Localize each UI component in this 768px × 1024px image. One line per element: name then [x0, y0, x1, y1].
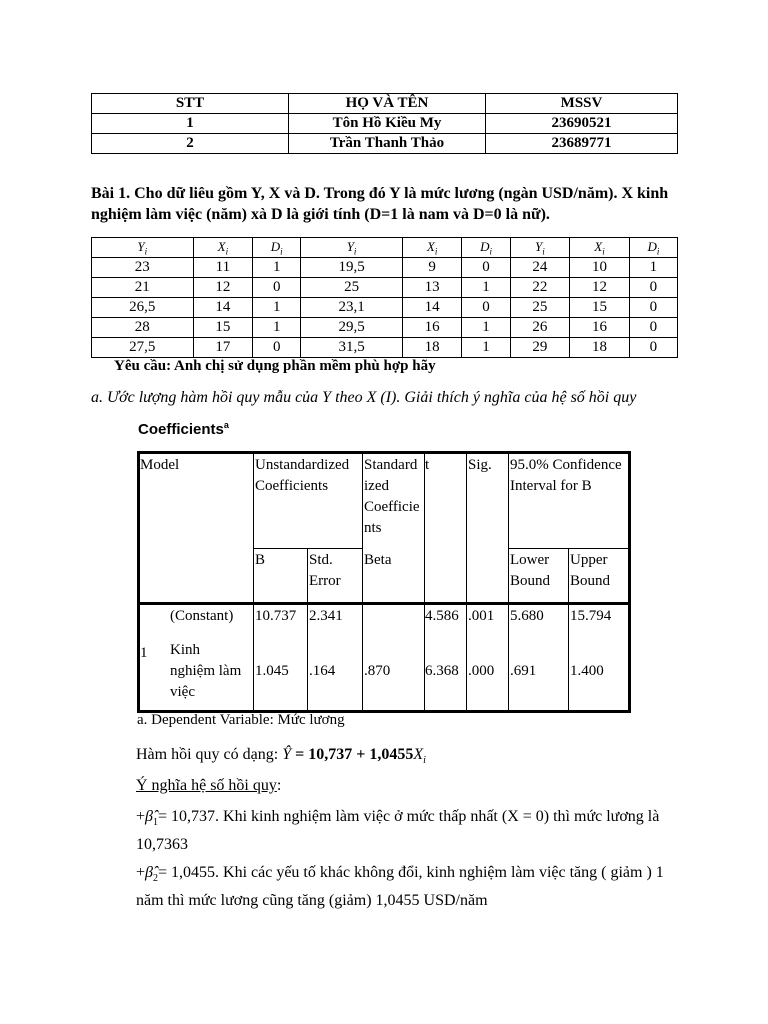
- data-cell: 0: [253, 338, 301, 358]
- data-header-symbol: X: [594, 238, 603, 254]
- data-cell: 18: [570, 338, 630, 358]
- header-bottom-line: [140, 602, 628, 605]
- header-lower-bound: [510, 550, 550, 592]
- data-cell: 23,1: [301, 298, 403, 318]
- data-header-subscript: i: [225, 246, 229, 257]
- header-standardized: [364, 455, 420, 539]
- data-header-cell: [301, 238, 403, 258]
- experience-sig: .000: [468, 663, 495, 679]
- student-row: [92, 114, 678, 134]
- data-header-symbol: X: [217, 238, 226, 254]
- experience-b: 1.045: [255, 663, 289, 679]
- data-header-cell: [253, 238, 301, 258]
- data-cell: 0: [462, 258, 510, 278]
- data-cell: 0: [629, 278, 677, 298]
- data-cell: 23: [92, 258, 194, 278]
- constant-sig: .001: [468, 608, 495, 624]
- header-stt: STT: [92, 94, 289, 114]
- data-cell: 10: [570, 258, 630, 278]
- data-cell: 1: [462, 338, 510, 358]
- header-mssv: MSSV: [486, 94, 678, 114]
- data-cell: 17: [193, 338, 253, 358]
- beta2-explanation: [136, 862, 681, 912]
- constant-b: 10.737: [255, 608, 297, 624]
- header-unstandardized-line2: Coefficients: [255, 478, 329, 494]
- coefficients-title-text: Coefficients: [138, 421, 224, 438]
- data-cell: 29: [510, 338, 570, 358]
- equation-body: = 10,737 + 1,0455: [295, 746, 414, 763]
- data-cell: 19,5: [301, 258, 403, 278]
- data-cell: 25: [510, 298, 570, 318]
- data-header-cell: [92, 238, 194, 258]
- experience-std-error: .164: [309, 663, 336, 679]
- col-divider: [307, 548, 308, 710]
- data-header-symbol: Y: [346, 238, 354, 254]
- data-cell: 11: [193, 258, 253, 278]
- experience-t: 6.368: [425, 663, 459, 679]
- equation-label: Hàm hồi quy có dạng:: [136, 746, 279, 763]
- data-header-cell: [570, 238, 630, 258]
- data-header-subscript: i: [353, 246, 357, 257]
- coefficients-table: [137, 451, 631, 713]
- student-name: Tôn Hồ Kiều My: [289, 114, 486, 134]
- header-upper-bound: [570, 550, 610, 592]
- student-table: [91, 93, 678, 154]
- data-header-subscript: i: [656, 246, 660, 257]
- header-std-error: [309, 550, 341, 592]
- header-lower-line2: Bound: [510, 573, 551, 589]
- row-experience-label: [170, 640, 241, 703]
- header-sig: Sig.: [468, 457, 492, 473]
- coefficient-meaning-heading-text: Ý nghĩa hệ số hồi quy: [136, 777, 277, 794]
- header-unstandardized: [255, 455, 349, 497]
- student-name: Trần Thanh Thảo: [289, 134, 486, 154]
- data-cell: 9: [402, 258, 462, 278]
- header-beta: Beta: [364, 552, 392, 568]
- header-std-error-line2: Error: [309, 573, 341, 589]
- experience-beta: .870: [364, 663, 391, 679]
- data-cell: 14: [402, 298, 462, 318]
- data-cell: 22: [510, 278, 570, 298]
- x-symbol: X: [413, 746, 424, 763]
- col-divider: [508, 454, 509, 710]
- y-hat-symbol: Ŷ: [282, 746, 292, 763]
- header-std-error-line1: Std.: [309, 552, 333, 568]
- data-row: [92, 278, 678, 298]
- data-cell: 0: [629, 338, 677, 358]
- constant-t: 4.586: [425, 608, 459, 624]
- header-upper-line1: Upper: [570, 552, 608, 568]
- student-mssv: 23689771: [486, 134, 678, 154]
- data-header-subscript: i: [602, 246, 605, 257]
- col-divider: [253, 454, 254, 710]
- data-cell: 1: [253, 258, 301, 278]
- data-cell: 12: [570, 278, 630, 298]
- coefficients-title-sup: a: [223, 420, 229, 430]
- header-standardized-line2: ized: [364, 478, 389, 494]
- beta1-explanation: [136, 806, 681, 856]
- data-cell: 15: [570, 298, 630, 318]
- data-cell: 18: [402, 338, 462, 358]
- coefficient-meaning-heading-colon: :: [276, 777, 282, 794]
- data-row: [92, 338, 678, 358]
- data-header-symbol: D: [270, 238, 281, 254]
- coefficients-title: [138, 420, 229, 438]
- data-header-symbol: Y: [137, 238, 145, 254]
- part-a-question: a. Ước lượng hàm hồi quy mẫu của Y theo X (I). Giải thích ý nghĩa của hệ số hồi quy: [91, 389, 637, 406]
- data-cell: 29,5: [301, 318, 403, 338]
- experience-label-line3: việc: [170, 684, 195, 700]
- experience-label-line2: nghiệm làm: [170, 663, 242, 679]
- data-cell: 1: [253, 298, 301, 318]
- col-divider: [568, 548, 569, 710]
- data-row: [92, 258, 678, 278]
- beta2-prefix: +: [136, 864, 146, 881]
- data-cell: 0: [629, 298, 677, 318]
- student-row: [92, 134, 678, 154]
- x-subscript: i: [423, 755, 426, 767]
- regression-equation: [136, 744, 426, 772]
- data-cell: 16: [570, 318, 630, 338]
- header-lower-line1: Lower: [510, 552, 550, 568]
- col-divider: [466, 454, 467, 710]
- data-table: [91, 237, 678, 358]
- data-cell: 31,5: [301, 338, 403, 358]
- col-divider: [362, 454, 363, 710]
- requirement-text: Yêu cầu: Anh chị sử dụng phần mềm phù hợp hãy: [114, 358, 436, 374]
- data-cell: 21: [92, 278, 194, 298]
- experience-label-line1: Kinh: [170, 642, 200, 658]
- data-cell: 24: [510, 258, 570, 278]
- beta2-text: = 1,0455. Khi các yếu tố khác không đổi, kinh nghiệm làm việc tăng ( giảm ) 1 năm thì mức lương cũng tăng (giảm) 1,0455 USD/năm: [136, 864, 664, 910]
- data-header-subscript: i: [542, 246, 545, 257]
- data-cell: 25: [301, 278, 403, 298]
- beta2-symbol: β̂: [145, 864, 153, 881]
- experience-lower: .691: [510, 663, 537, 679]
- data-header-symbol: D: [647, 238, 657, 254]
- row-constant-label: (Constant): [170, 608, 234, 624]
- data-header-subscript: i: [280, 246, 283, 257]
- student-stt: 1: [92, 114, 289, 134]
- data-header-cell: [510, 238, 570, 258]
- data-cell: 1: [629, 258, 677, 278]
- dependent-variable-note: a. Dependent Variable: Mức lương: [137, 712, 345, 728]
- coefficient-meaning-heading: [136, 775, 281, 797]
- data-header-cell: [462, 238, 510, 258]
- data-cell: 12: [193, 278, 253, 298]
- data-header-symbol: X: [426, 238, 435, 254]
- data-header-symbol: Y: [535, 238, 543, 254]
- student-stt: 2: [92, 134, 289, 154]
- data-cell: 16: [402, 318, 462, 338]
- exercise-statement: Bài 1. Cho dữ liêu gồm Y, X và D. Trong đó Y là mức lương (ngàn USD/năm). X kinh nghiệm làm việc (năm) xà D là giới tính (D=1 là nam và D=0 là nữ).: [91, 185, 669, 223]
- header-t: t: [425, 457, 430, 473]
- beta1-subscript: 1: [153, 817, 158, 829]
- header-b: B: [255, 552, 266, 568]
- data-cell: 27,5: [92, 338, 194, 358]
- data-header-symbol: D: [480, 238, 490, 254]
- beta1-prefix: +: [136, 808, 146, 825]
- beta1-text: = 10,737. Khi kinh nghiệm làm việc ở mức thấp nhất (X = 0) thì mức lương là 10,7363: [136, 808, 660, 854]
- data-cell: 1: [462, 318, 510, 338]
- constant-upper: 15.794: [570, 608, 612, 624]
- data-row: [92, 318, 678, 338]
- header-confidence-interval: [510, 455, 622, 497]
- row-divider: [253, 548, 363, 549]
- header-ci-line2: Interval for B: [510, 478, 592, 494]
- data-row: [92, 298, 678, 318]
- student-mssv: 23690521: [486, 114, 678, 134]
- data-cell: 28: [92, 318, 194, 338]
- data-cell: 1: [253, 318, 301, 338]
- data-header-cell: [193, 238, 253, 258]
- header-model: Model: [140, 457, 180, 473]
- constant-std-error: 2.341: [309, 608, 343, 624]
- header-standardized-line1: Standard: [364, 457, 418, 473]
- header-standardized-line3: Coefficie: [364, 499, 420, 515]
- header-unstandardized-line1: Unstandardized: [255, 457, 350, 473]
- experience-upper: 1.400: [570, 663, 604, 679]
- data-table-header-row: [92, 238, 678, 258]
- data-header-cell: [629, 238, 677, 258]
- data-cell: 1: [462, 278, 510, 298]
- data-cell: 15: [193, 318, 253, 338]
- constant-lower: 5.680: [510, 608, 544, 624]
- beta2-subscript: 2: [153, 873, 158, 885]
- data-header-subscript: i: [434, 246, 438, 257]
- beta1-symbol: β̂: [145, 808, 153, 825]
- header-name: HỌ VÀ TÊN: [289, 94, 486, 114]
- data-header-cell: [402, 238, 462, 258]
- model-number: 1: [140, 645, 148, 661]
- data-cell: 26: [510, 318, 570, 338]
- header-ci-line1: 95.0% Confidence: [510, 457, 622, 473]
- data-cell: 0: [462, 298, 510, 318]
- header-upper-line2: Bound: [570, 573, 611, 589]
- data-header-subscript: i: [489, 246, 492, 257]
- header-standardized-line4: nts: [364, 520, 382, 536]
- data-cell: 14: [193, 298, 253, 318]
- data-cell: 0: [629, 318, 677, 338]
- data-cell: 26,5: [92, 298, 194, 318]
- data-cell: 13: [402, 278, 462, 298]
- row-divider: [508, 548, 628, 549]
- data-cell: 0: [253, 278, 301, 298]
- data-header-subscript: i: [144, 246, 148, 257]
- student-header-row: [92, 94, 678, 114]
